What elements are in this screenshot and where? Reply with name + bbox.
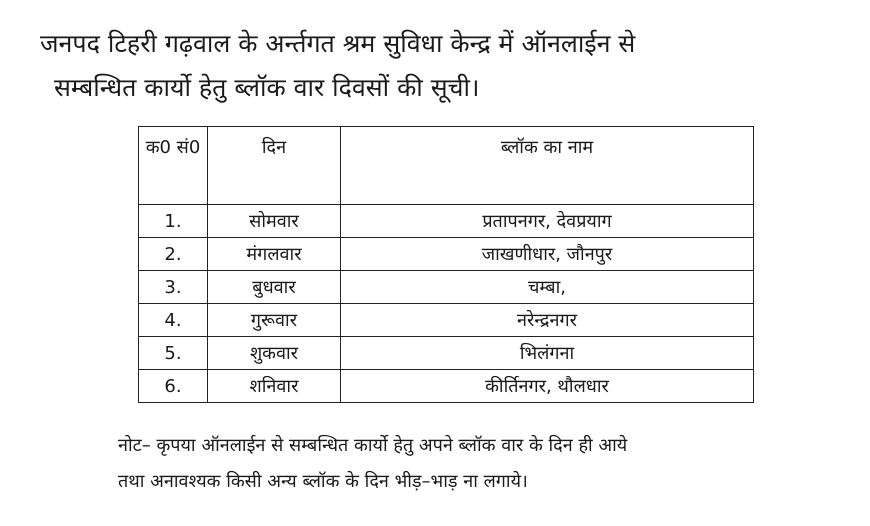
block-cell: नरेन्द्रनगर — [341, 304, 754, 337]
block-cell: चम्बा, — [341, 271, 754, 304]
header-block-name: ब्लॉक का नाम — [341, 127, 754, 205]
serial-cell: 2. — [139, 238, 208, 271]
note-line-2: तथा अनावश्यक किसी अन्य ब्लॉक के दिन भीड़–भाड़ ना लगाये। — [118, 471, 528, 492]
table-row — [139, 271, 754, 304]
note-text — [118, 428, 858, 500]
block-cell: भिलंगना — [341, 337, 754, 370]
day-cell: सोमवार — [208, 205, 341, 238]
serial-cell: 1. — [139, 205, 208, 238]
day-cell: शनिवार — [208, 370, 341, 403]
table-row — [139, 370, 754, 403]
day-cell: गुरूवार — [208, 304, 341, 337]
serial-cell: 3. — [139, 271, 208, 304]
day-cell: शुकवार — [208, 337, 341, 370]
serial-cell: 5. — [139, 337, 208, 370]
title-line-2: सम्बन्धित कार्यो हेतु ब्लॉक वार दिवसों की सूची। — [54, 73, 480, 102]
block-cell: प्रतापनगर, देवप्रयाग — [341, 205, 754, 238]
page-title — [40, 22, 860, 110]
note-line-1: नोट– कृपया ऑनलाईन से सम्बन्धित कार्यो हेतु अपने ब्लॉक वार के दिन ही आये — [118, 435, 628, 456]
table-header-row — [139, 127, 754, 205]
table-row — [139, 304, 754, 337]
serial-cell: 6. — [139, 370, 208, 403]
table-row — [139, 205, 754, 238]
day-cell: बुधवार — [208, 271, 341, 304]
header-serial-number: क0 सं0 — [139, 127, 208, 205]
header-day: दिन — [208, 127, 341, 205]
block-cell: जाखणीधार, जौनपुर — [341, 238, 754, 271]
block-cell: कीर्तिनगर, थौलधार — [341, 370, 754, 403]
table-row — [139, 337, 754, 370]
serial-cell: 4. — [139, 304, 208, 337]
block-schedule-table — [138, 126, 754, 403]
table-row — [139, 238, 754, 271]
title-line-1: जनपद टिहरी गढ़वाल के अर्न्तगत श्रम सुविधा केन्द्र में ऑनलाईन से — [40, 29, 636, 58]
day-cell: मंगलवार — [208, 238, 341, 271]
